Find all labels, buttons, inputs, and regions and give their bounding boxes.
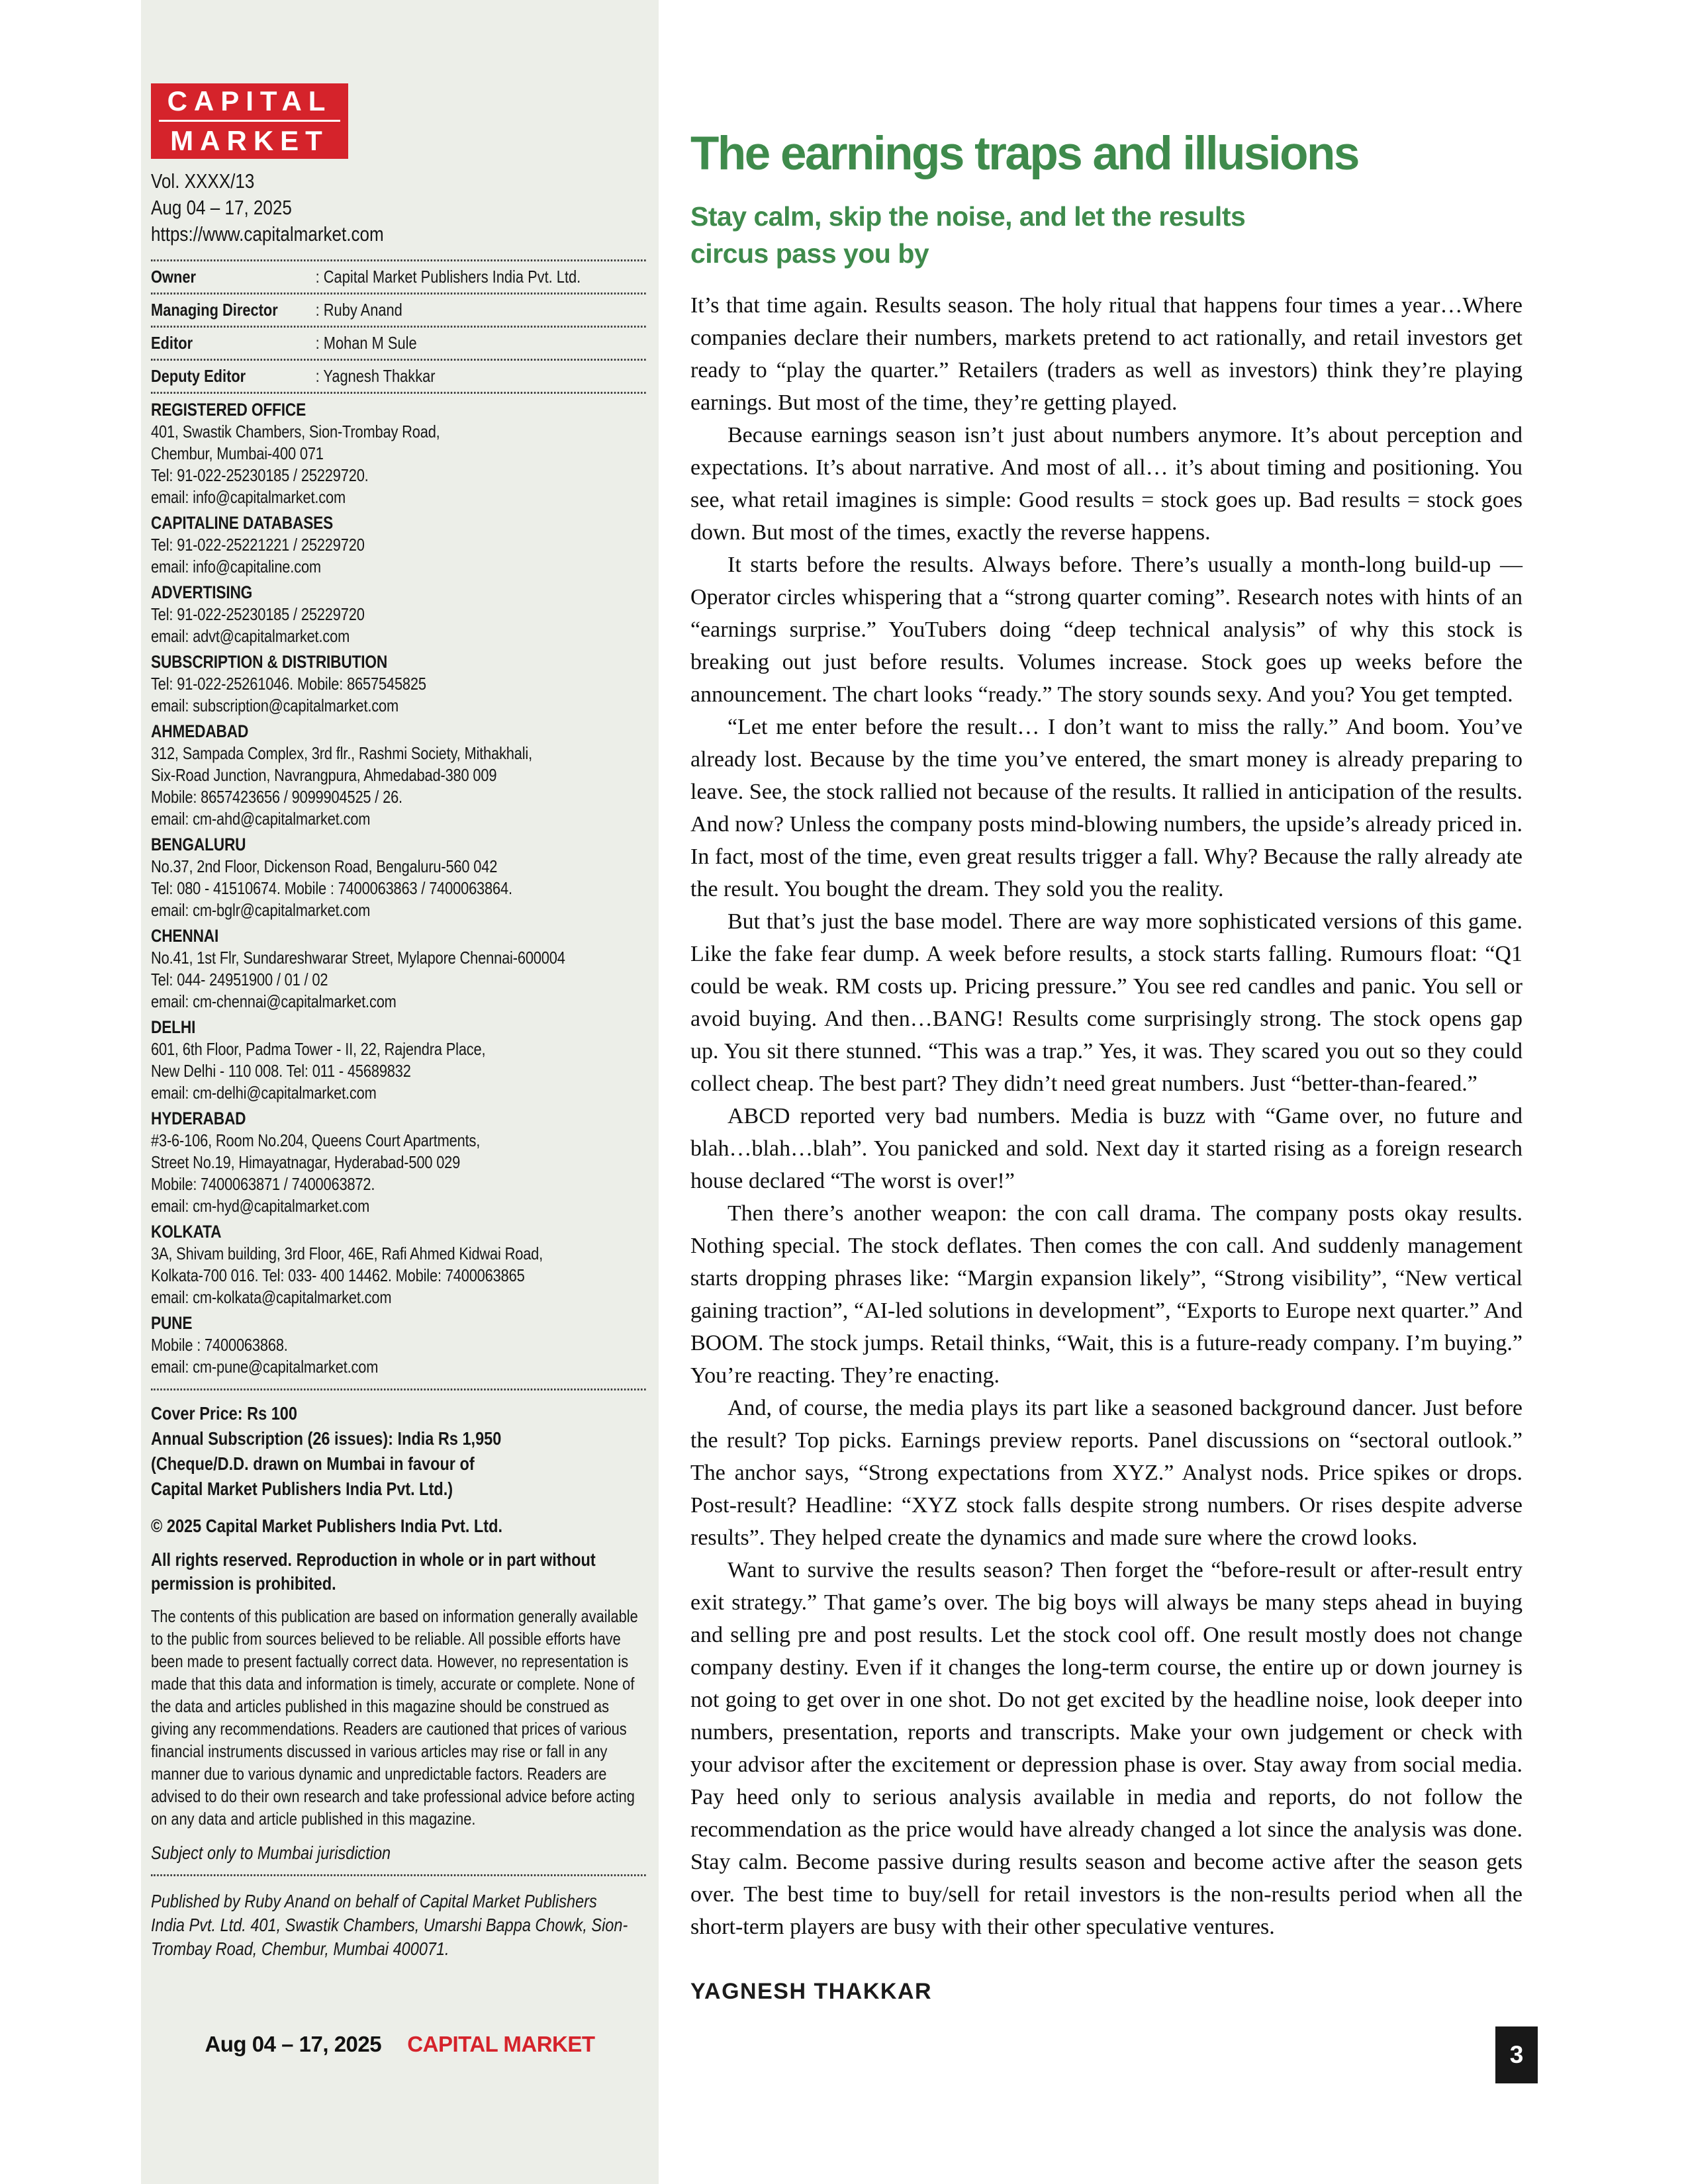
office-line: Kolkata-700 016. Tel: 033- 400 14462. Mobile: 7400063865 (151, 1265, 525, 1285)
office-heading: HYDERABAD (151, 1109, 246, 1128)
footer-brand: CAPITAL MARKET (407, 2032, 595, 2056)
office-advertising (151, 582, 646, 647)
office-line: 401, Swastik Chambers, Sion-Trombay Road, (151, 422, 440, 441)
rights-notice: All rights reserved. Reproduction in whole or in part without permission is prohibited. (151, 1549, 596, 1594)
office-line: Six-Road Junction, Navrangpura, Ahmedabad-380 009 (151, 765, 497, 785)
article-subtitle-line1: Stay calm, skip the noise, and let the results (690, 201, 1246, 232)
office-bengaluru (151, 834, 646, 921)
staff-label: Deputy Editor (151, 366, 246, 386)
office-line: No.41, 1st Flr, Sundareshwarar Street, Mylapore Chennai-600004 (151, 948, 565, 968)
staff-value: : Ruby Anand (315, 300, 402, 320)
article-subtitle (690, 198, 1523, 272)
office-delhi (151, 1017, 646, 1104)
office-line: 3A, Shivam building, 3rd Floor, 46E, Rafi Ahmed Kidwai Road, (151, 1244, 543, 1263)
article-paragraph: It starts before the results. Always before. There’s usually a month-long build-up — Operator circles whispering that a “strong quarter coming”. Research notes with hints of an “earnings surprise.” YouTubers doing “deep technical analysis” of why this stock is breaking out just before results. Volumes increase. Stock goes up weeks before the announcement. The chart looks “ready.” The story sounds sexy. And you? You get tempted. (690, 552, 1523, 707)
cheque-note-line2: Capital Market Publishers India Pvt. Ltd.) (151, 1479, 453, 1499)
logo-word-market: MARKET (170, 125, 329, 156)
office-line: Tel: 080 - 41510674. Mobile : 7400063863 / 7400063864. (151, 878, 512, 898)
staff-value: : Yagnesh Thakkar (315, 366, 436, 386)
office-line: #3-6-106, Room No.204, Queens Court Apartments, (151, 1130, 481, 1150)
staff-label: Editor (151, 333, 193, 353)
staff-list (151, 261, 646, 394)
office-subscription-distribution (151, 651, 646, 717)
office-heading: SUBSCRIPTION & DISTRIBUTION (151, 652, 388, 672)
office-list (151, 399, 646, 1378)
staff-value: : Capital Market Publishers India Pvt. Ltd. (315, 267, 581, 287)
office-kolkata (151, 1221, 646, 1308)
office-line: email: cm-hyd@capitalmarket.com (151, 1196, 370, 1216)
office-heading: BENGALURU (151, 835, 246, 854)
masthead-sidebar (141, 0, 659, 2184)
staff-value: : Mohan M Sule (315, 333, 417, 353)
sidebar-footer (141, 2032, 659, 2057)
office-line: email: cm-pune@capitalmarket.com (151, 1357, 379, 1377)
dotted-divider (151, 392, 646, 394)
office-line: Street No.19, Himayatnagar, Hyderabad-500 029 (151, 1152, 461, 1172)
office-heading: ADVERTISING (151, 582, 253, 602)
office-line: Tel: 91-022-25261046. Mobile: 8657545825 (151, 674, 426, 694)
article-paragraph: And, of course, the media plays its part like a seasoned background dancer. Just before the result? Top picks. Earnings preview reports. Panel discussions on “sectoral outlook.” The anchor says, “Strong expectations from XYZ.” Analyst nods. Price spikes or drops. Post-result? Headline: “XYZ stock falls despite strong numbers. Or rises despite adverse results”. They helped create the dynamics and made sure where the crowd looks. (690, 1395, 1523, 1550)
office-heading: AHMEDABAD (151, 721, 249, 741)
page-number-badge: 3 (1495, 2026, 1538, 2083)
pricing-block (151, 1401, 646, 1502)
issue-volume: Vol. XXXX/13 (151, 169, 255, 193)
office-line: Mobile: 7400063871 / 7400063872. (151, 1174, 375, 1194)
office-heading: CHENNAI (151, 926, 219, 946)
jurisdiction-note: Subject only to Mumbai jurisdiction (151, 1843, 391, 1863)
website-link[interactable]: https://www.capitalmarket.com (151, 222, 384, 246)
office-line: Mobile : 7400063868. (151, 1335, 288, 1355)
office-line: email: advt@capitalmarket.com (151, 626, 350, 646)
office-heading: DELHI (151, 1017, 196, 1037)
office-line: 601, 6th Floor, Padma Tower - II, 22, Rajendra Place, (151, 1039, 486, 1059)
article-paragraph: Want to survive the results season? Then forget the “before-result or after-result entry exit strategy.” That game’s over. The big boys will always be many steps ahead in buying and selling pre and post results. Let the stock cool off. One result mostly does not change company destiny. Even if it changes the long-term course, the entire up or down journey is not going to get over in one shot. Do not get excited by the headline noise, look deeper into numbers, presentation, reports and transcripts. Make your own judgement or check with your advisor after the excitement or depression phase is over. Stay away from social media. Pay heed only to serious analysis available in media and reports, do not follow the recommendation as the price would have already changed a lot since the analysis was done. Stay calm. Become passive during results season and become active after the season gets over. The best time to buy/sell for retail investors is the non-results period when all the short-term players are busy with their other speculative ventures. (690, 1557, 1523, 1939)
office-line: email: cm-bglr@capitalmarket.com (151, 900, 371, 920)
staff-label: Managing Director (151, 300, 278, 320)
publisher-note: Published by Ruby Anand on behalf of Capital Market Publishers India Pvt. Ltd. 401, Swastik Chambers, Umarshi Bappa Chowk, Sion-Trombay Road, Chembur, Mumbai 400071. (151, 1891, 628, 1959)
article-byline: YAGNESH THAKKAR (690, 1979, 933, 2004)
staff-row-deputy-editor (151, 361, 646, 392)
office-line: email: subscription@capitalmarket.com (151, 696, 399, 715)
cover-price: Cover Price: Rs 100 (151, 1403, 297, 1424)
office-line: email: cm-kolkata@capitalmarket.com (151, 1287, 392, 1307)
logo-divider (159, 120, 340, 122)
issue-date-range: Aug 04 – 17, 2025 (151, 196, 292, 219)
office-line: email: cm-delhi@capitalmarket.com (151, 1083, 377, 1103)
annual-subscription: Annual Subscription (26 issues): India Rs 1,950 (151, 1428, 502, 1449)
office-line: 312, Sampada Complex, 3rd flr., Rashmi Society, Mithakhali, (151, 743, 532, 763)
office-line: Tel: 044- 24951900 / 01 / 02 (151, 970, 328, 989)
office-line: email: info@capitaline.com (151, 557, 321, 576)
office-heading: KOLKATA (151, 1222, 222, 1242)
article-paragraph: ABCD reported very bad numbers. Media is buzz with “Game over, no future and blah…blah…blah”. You panicked and sold. Next day it started rising as a foreign research house declared “The worst is over!” (690, 1103, 1523, 1193)
staff-row-editor (151, 328, 646, 359)
capital-market-logo (151, 83, 348, 159)
logo-word-capital: CAPITAL (167, 85, 332, 116)
office-chennai (151, 925, 646, 1013)
article-paragraph: But that’s just the base model. There are way more sophisticated versions of this game. Like the fake fear dump. A week before results, a stock starts falling. Rumours float: “Q1 could be weak. RM costs up. Pricing pressure.” You see red candles and panic. You sell or avoid buying. And then…BANG! Results come surprisingly strong. The stock opens gap up. You sit there stunned. “This was a trap.” Yes, it was. They scared you out so they could collect cheap. The best part? They didn’t need great numbers. Just “better-than-feared.” (690, 909, 1523, 1096)
office-registered-office (151, 399, 646, 508)
copyright-notice: © 2025 Capital Market Publishers India Pvt. Ltd. (151, 1516, 503, 1536)
office-capitaline-databases (151, 512, 646, 578)
office-line: Chembur, Mumbai-400 071 (151, 443, 324, 463)
cheque-note-line1: (Cheque/D.D. drawn on Mumbai in favour of (151, 1453, 475, 1474)
dotted-divider (151, 1874, 646, 1876)
article-title: The earnings traps and illusions (690, 128, 1358, 180)
office-heading: CAPITALINE DATABASES (151, 513, 334, 533)
article-paragraph: It’s that time again. Results season. The holy ritual that happens four times a year…Where companies declare their numbers, markets pretend to act rationally, and retail investors get ready to “play the quarter.” Retailers (traders as well as investors) think they’re playing earnings. But most of the time, they’re getting played. (690, 293, 1523, 415)
office-heading: REGISTERED OFFICE (151, 400, 306, 420)
article-paragraph: Because earnings season isn’t just about numbers anymore. It’s about perception and expectations. It’s about narrative. And most of all… it’s about timing and positioning. You see, what retail imagines is simple: Good results = stock goes up. Bad results = stock goes down. But most of the times, exactly the reverse happens. (690, 422, 1523, 545)
article-paragraph: Then there’s another weapon: the con call drama. The company posts okay results. Nothing special. The stock deflates. Then comes the con call. And suddenly management starts dropping phrases like: “Margin expansion likely”, “Strong visibility”, “New vertical gaining traction”, “AI-led solutions in development”, “Exports to Europe next quarter.” And BOOM. The stock jumps. Retail thinks, “Wait, this is a future-ready company. I’m buying.” You’re reacting. They’re enacting. (690, 1201, 1523, 1388)
staff-row-managing-director (151, 295, 646, 326)
office-line: Mobile: 8657423656 / 9099904525 / 26. (151, 787, 402, 807)
issue-meta (151, 168, 646, 248)
office-line: Tel: 91-022-25230185 / 25229720 (151, 604, 365, 624)
article-paragraph: “Let me enter before the result… I don’t want to miss the rally.” And boom. You’ve already lost. Because by the time you’ve entered, the smart money is already preparing to leave. See, the stock rallied not because of the results. It rallied in anticipation of the results. And now? Unless the company posts mind-blowing numbers, the upside’s already priced in. In fact, most of the time, even great results trigger a fall. Why? Because the rally already ate the result. You bought the dream. They sold you the reality. (690, 714, 1523, 901)
disclaimer-text: The contents of this publication are based on information generally available to the public from sources believed to be reliable. All possible efforts have been made to present factually correct data. However, no representation is made that this data and information is timely, accurate or complete. None of the data and articles published in this magazine should be construed as giving any recommendations. Readers are cautioned that prices of various financial instruments discussed in various articles may rise or fall in any manner due to various dynamic and unpredictable factors. Readers are advised to do their own research and take professional advice before acting on any data and article published in this magazine. (151, 1606, 638, 1829)
masthead-content (151, 168, 646, 1961)
office-line: email: cm-chennai@capitalmarket.com (151, 991, 397, 1011)
office-heading: PUNE (151, 1313, 193, 1333)
office-line: No.37, 2nd Floor, Dickenson Road, Bengaluru-560 042 (151, 856, 498, 876)
footer-issue-date: Aug 04 – 17, 2025 (205, 2032, 382, 2056)
office-line: email: cm-ahd@capitalmarket.com (151, 809, 371, 829)
dotted-divider (151, 1388, 646, 1390)
article-column (690, 130, 1523, 1943)
office-hyderabad (151, 1108, 646, 1217)
article-subtitle-line2: circus pass you by (690, 238, 929, 269)
staff-row-owner (151, 261, 646, 293)
office-line: New Delhi - 110 008. Tel: 011 - 45689832 (151, 1061, 411, 1081)
office-line: Tel: 91-022-25221221 / 25229720 (151, 535, 365, 555)
office-line: Tel: 91-022-25230185 / 25229720. (151, 465, 369, 485)
office-line: email: info@capitalmarket.com (151, 487, 346, 507)
article-body (690, 289, 1523, 1943)
office-pune (151, 1312, 646, 1378)
office-ahmedabad (151, 721, 646, 830)
staff-label: Owner (151, 267, 196, 287)
